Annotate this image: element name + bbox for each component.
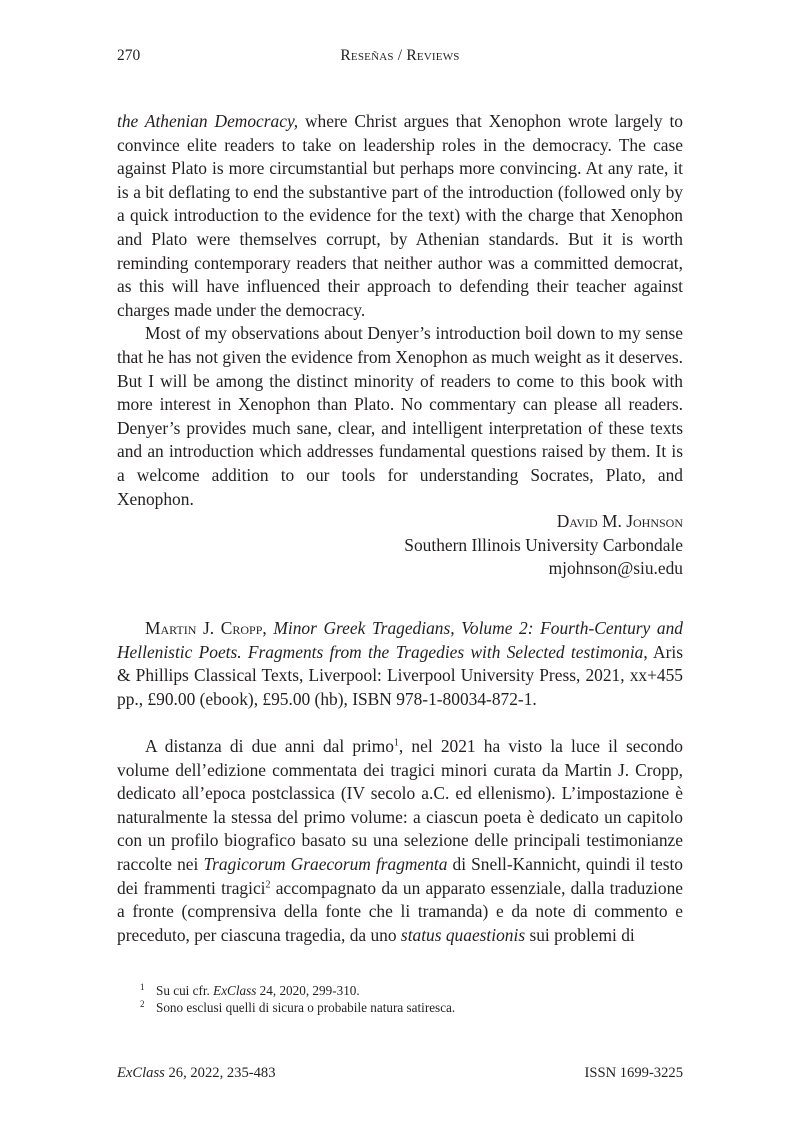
footnote-ref-1[interactable]: 1	[393, 737, 399, 749]
review-1-body	[117, 110, 683, 511]
footnote-mark: 1	[140, 982, 145, 992]
reviewer-name: David M. Johnson	[556, 511, 683, 531]
running-header	[117, 46, 683, 66]
running-title: Reseñas / Reviews	[340, 47, 460, 64]
reviewer-affiliation: Southern Illinois University Carbondale	[404, 534, 683, 555]
review-2-paragraph-1	[117, 735, 683, 947]
reviewer-signature	[117, 510, 683, 581]
text-part: , nel 2021 ha visto la luce il secondo volume dell’edizione commentata dei tragici minori curata da Martin J. Cropp, dedicato all’epoca postclassica (IV secolo a.C. ed ellenismo). L’impostazione è naturalmente la stessa del primo volume: a ciascun poeta è dedicato un capitolo con un profilo biografico basato su una selezione delle principali testimonianze raccolte nei	[117, 736, 683, 874]
review-1-paragraph-2: Most of my observations about Denyer’s introduction boil down to my sense that he has not given the evidence from Xenophon as much weight as it deserves. But I will be among the distinct minority of readers to come to this book with more interest in Xenophon than Plato. No commentary can please all readers. Denyer’s provides much sane, clear, and intelligent interpretation of these texts and an introduction which addresses fundamental questions raised by them. It is a welcome addition to our tools for understanding Socrates, Plato, and Xenophon.	[117, 323, 683, 509]
italic-phrase: status quaestionis	[400, 924, 526, 945]
text-part: sui problemi di	[525, 924, 635, 945]
text-part: A distanza di due anni dal primo	[145, 736, 394, 756]
review-2-body	[117, 735, 683, 947]
book-author: Martin J. Cropp	[145, 618, 263, 638]
running-footer	[117, 1063, 683, 1083]
book-details: , Aris & Phillips Classical Texts, Liverpool: Liverpool University Press, 2021, xx+455 pp., £90.00 (ebook), £95.00 (hb), ISBN 978-1-80034-872-1.	[117, 641, 683, 709]
page-number: 270	[117, 47, 141, 64]
separator: ,	[262, 618, 274, 638]
issn: ISSN 1699-3225	[584, 1065, 683, 1081]
journal-name: ExClass	[117, 1065, 165, 1081]
footnote-1	[140, 982, 455, 999]
text-part: di Snell-Kannicht, quindi il testo dei frammenti tragici	[117, 853, 683, 898]
book-title: Minor Greek Tragedians, Volume 2: Fourth-Century and Hellenistic Poets. Fragments from the Tragedies with Selected testimonia	[117, 618, 683, 662]
review-2-citation	[117, 617, 683, 711]
italic-title: Tragicorum Graecorum fragmenta	[203, 853, 448, 874]
footnote-mark: 2	[140, 999, 145, 1009]
footnote-text: Su cui cfr.	[156, 983, 214, 998]
journal-volume: 26, 2022, 235-483	[164, 1065, 276, 1081]
journal-citation	[117, 1063, 276, 1083]
text-part: accompagnato da un apparato essenziale, dalla traduzione a fronte (comprensiva della fonte che li tramanda) e da note di commento e preceduto, per ciascuna tragedia, da uno	[117, 877, 683, 945]
footnote-2	[140, 999, 455, 1016]
review-1-paragraph-1	[117, 110, 683, 322]
reviewer-email: mjohnson@siu.edu	[548, 558, 683, 579]
book-citation	[117, 617, 683, 711]
paragraph-text: where Christ argues that Xenophon wrote largely to convince elite readers to take on leadership roles in the democracy. The case against Plato is more circumstantial but perhaps more convincing. At any rate, it is a bit deflating to end the substantive part of the introduction (followed only by a quick introduction to the evidence for the text) with the charge that Xenophon and Plato were themselves corrupt, by Athenian standards. But it is worth reminding contemporary readers that neither author was a committed democrat, as this will have influenced their approach to defending their teacher against charges made under the democracy.	[117, 111, 684, 320]
footnote-text: 24, 2020, 299-310.	[256, 983, 360, 998]
journal-name: ExClass	[213, 983, 257, 998]
footnotes	[140, 982, 455, 1016]
footnote-text: Sono esclusi quelli di sicura o probabile natura satiresca.	[156, 1000, 456, 1015]
book-title-italic: the Athenian Democracy,	[117, 111, 299, 131]
footnote-ref-2[interactable]: 2	[265, 879, 271, 891]
